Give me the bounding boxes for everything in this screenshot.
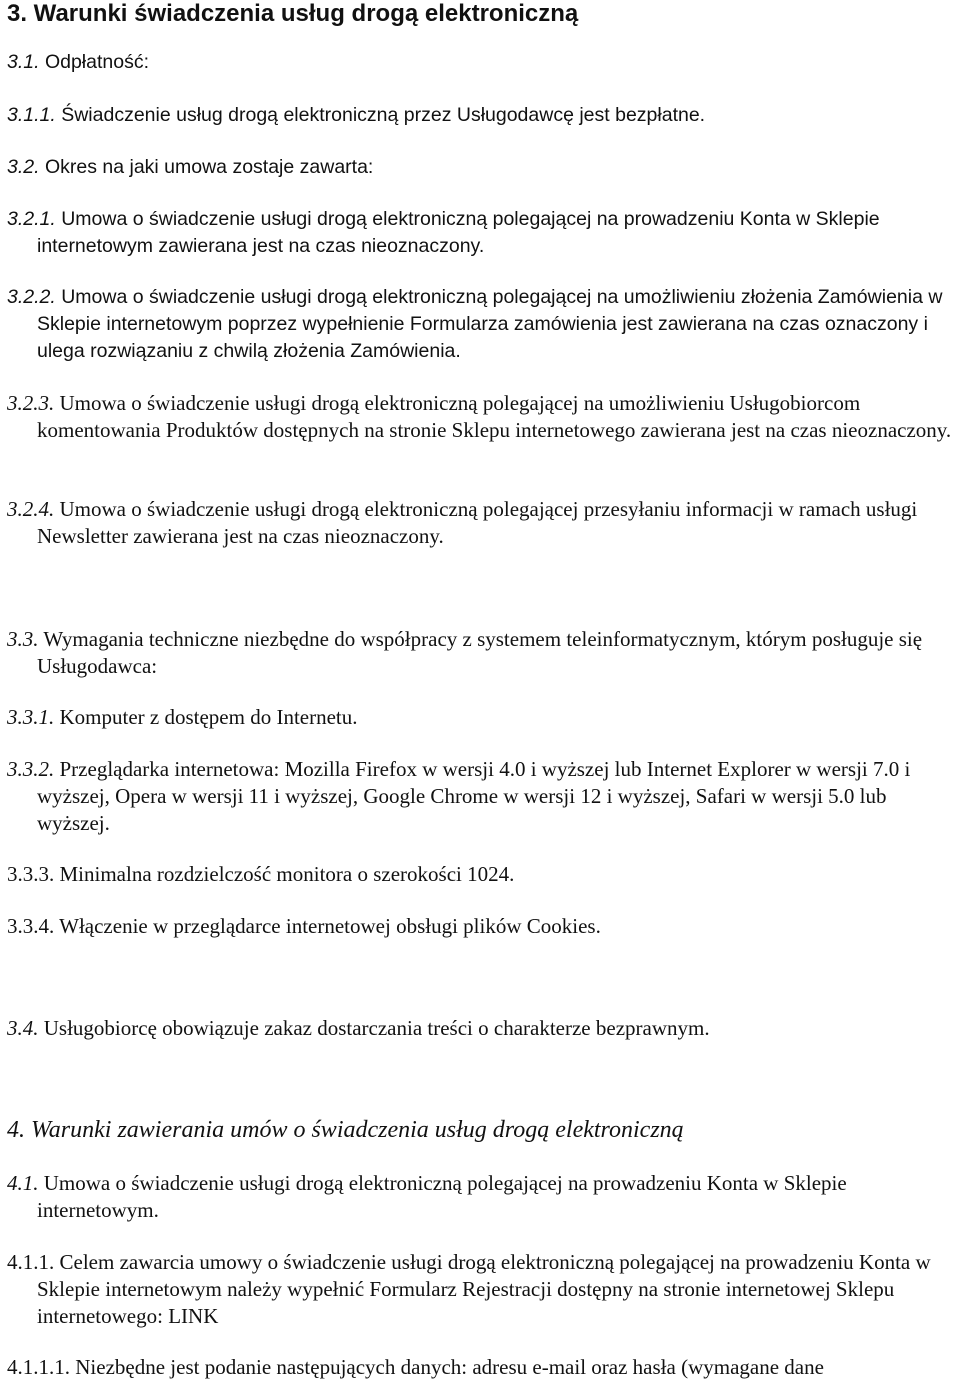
section-3-3-3 — [7, 861, 954, 888]
section-text: Minimalna rozdzielczość monitora o szerokości 1024. — [59, 862, 515, 886]
section-number: 3.4. — [7, 1016, 39, 1040]
section-3-2-1 — [7, 206, 954, 260]
section-text: Usługobiorcę obowiązuje zakaz dostarczania treści o charakterze bezprawnym. — [43, 1016, 710, 1040]
section-text: Umowa o świadczenie usługi drogą elektroniczną polegającej na prowadzeniu Konta w Sklepie internetowym zawierana jest na czas nieoznaczony. — [37, 208, 880, 257]
section-text: Umowa o świadczenie usługi drogą elektroniczną polegającej na umożliwieniu Usługobiorcom komentowania Produktów dostępnych na stronie Sklepu internetowego zawierana jest na czas nieoznaczony. — [37, 391, 952, 442]
section-3-heading: 3. Warunki świadczenia usług drogą elektroniczną — [7, 0, 579, 27]
section-text: Umowa o świadczenie usługi drogą elektroniczną polegającej na prowadzeniu Konta w Sklepie internetowym. — [37, 1171, 847, 1222]
section-3-3-2 — [7, 756, 954, 837]
section-text: Przeglądarka internetowa: Mozilla Firefox w wersji 4.0 i wyższej lub Internet Explorer w wersji 7.0 i wyższej, Opera w wersji 11 i wyższej, Google Chrome w wersji 12 i wyższej, Safari w wersji 5.0 lub wyższej. — [37, 757, 911, 835]
section-number: 3.2.3. — [7, 391, 55, 415]
section-text: Włączenie w przeglądarce internetowej obsługi plików Cookies. — [59, 914, 601, 938]
section-number: 3.1. — [7, 51, 40, 73]
section-number: 3.3.4. — [7, 914, 55, 938]
section-3-2-3 — [7, 390, 954, 444]
section-number: 4.1.1. — [7, 1250, 55, 1274]
section-text: Okres na jaki umowa zostaje zawarta: — [44, 156, 374, 178]
section-number: 3.3. — [7, 627, 39, 651]
section-text: Świadczenie usług drogą elektroniczną przez Usługodawcę jest bezpłatne. — [61, 104, 706, 126]
section-3-3-1 — [7, 704, 954, 731]
section-text: Niezbędne jest podanie następujących danych: adresu e-mail oraz hasła (wymagane dane — [75, 1355, 824, 1379]
section-text: Umowa o świadczenie usługi drogą elektroniczną polegającej na umożliwieniu złożenia Zamówienia w Sklepie internetowym poprzez wypełnienie Formularza zamówienia jest zawierana na czas oznaczony i ulega rozwiązaniu z chwilą złożenia Zamówienia. — [37, 286, 943, 362]
section-number: 4.1. — [7, 1171, 39, 1195]
section-4-1 — [7, 1170, 954, 1224]
section-3-3 — [7, 626, 954, 680]
section-4-heading: 4. Warunki zawierania umów o świadczenia usług drogą elektroniczną — [7, 1117, 684, 1143]
section-text: Umowa o świadczenie usługi drogą elektroniczną polegającej przesyłaniu informacji w ramach usługi Newsletter zawierana jest na czas nieoznaczony. — [37, 497, 918, 548]
section-text: Celem zawarcia umowy o świadczenie usługi drogą elektroniczną polegającej na prowadzeniu Konta w Sklepie internetowym należy wypełnić Formularz Rejestracji dostępny na stronie internetowej Sklepu internetowego: LINK — [37, 1250, 931, 1328]
section-number: 3.1.1. — [7, 104, 56, 126]
section-text: Odpłatność: — [44, 51, 150, 73]
section-3-1-1 — [7, 102, 954, 129]
section-number: 4.1.1.1. — [7, 1355, 70, 1379]
section-3-2-2 — [7, 284, 954, 365]
section-text: Komputer z dostępem do Internetu. — [59, 705, 358, 729]
section-number: 3.2.4. — [7, 497, 55, 521]
section-number: 3.3.2. — [7, 757, 55, 781]
section-3-2-4 — [7, 496, 954, 550]
section-number: 3.3.3. — [7, 862, 55, 886]
section-3-1 — [7, 49, 954, 76]
section-3-2 — [7, 154, 954, 181]
section-number: 3.3.1. — [7, 705, 55, 729]
section-number: 3.2.1. — [7, 208, 56, 230]
section-3-4 — [7, 1015, 954, 1042]
section-text: Wymagania techniczne niezbędne do współpracy z systemem teleinformatycznym, którym posługuje się Usługodawca: — [37, 627, 923, 678]
section-4-1-1 — [7, 1249, 954, 1330]
section-4-1-1-1 — [7, 1354, 954, 1381]
section-number: 3.2.2. — [7, 286, 56, 308]
section-number: 3.2. — [7, 156, 40, 178]
section-3-3-4 — [7, 913, 954, 940]
